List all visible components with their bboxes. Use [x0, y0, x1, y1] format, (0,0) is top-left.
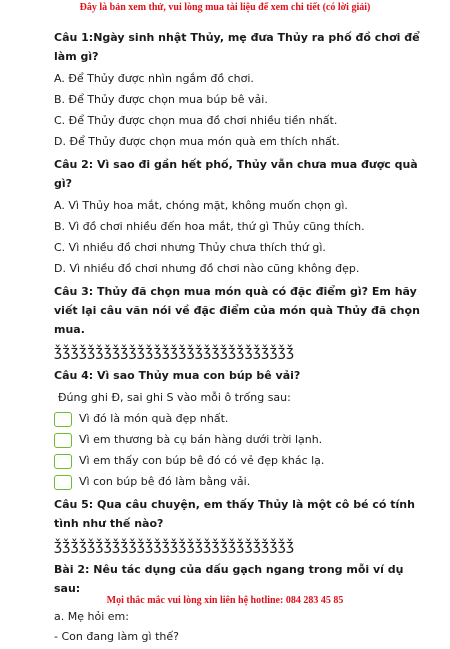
q4-item-text: Vì con búp bê đó làm bằng vải.	[79, 475, 251, 488]
answer-checkbox[interactable]	[54, 475, 72, 490]
exercise-2: Bài 2: Nêu tác dụng của dấu gạch ngang trong mỗi ví dụ sau:	[54, 563, 404, 595]
example-line: - Con đang làm gì thế?	[54, 630, 179, 643]
q1-option-a: A. Để Thủy được nhìn ngắm đồ chơi.	[54, 72, 254, 85]
q1-option-b: B. Để Thủy được chọn mua búp bê vải.	[54, 93, 268, 106]
question-3: Câu 3: Thủy đã chọn mua món quà có đặc điểm gì? Em hãy viết lại câu văn nói về đặc điểm của món quà Thủy đã chọn mua.	[54, 285, 420, 336]
q3-answer-line: ǯǯǯǯǯǯǯǯǯǯǯǯǯǯǯǯǯǯǯǯǯǯǯǯǯǯǯǯǯ	[54, 344, 295, 360]
q4-item	[54, 432, 424, 448]
answer-checkbox[interactable]	[54, 412, 72, 427]
question-4: Câu 4: Vì sao Thủy mua con búp bê vải?	[54, 369, 301, 382]
question-5: Câu 5: Qua câu chuyện, em thấy Thủy là một cô bé có tính tình như thế nào?	[54, 498, 415, 530]
q4-item-text: Vì đó là món quà đẹp nhất.	[79, 412, 229, 425]
question-1: Câu 1:Ngày sinh nhật Thủy, mẹ đưa Thủy ra phố đồ chơi để làm gì?	[54, 31, 420, 63]
q5-answer-line: ǯǯǯǯǯǯǯǯǯǯǯǯǯǯǯǯǯǯǯǯǯǯǯǯǯǯǯǯǯ	[54, 538, 295, 554]
preview-banner: Đây là bản xem thử, vui lòng mua tài liệu để xem chi tiết (có lời giải)	[79, 2, 371, 13]
question-2: Câu 2: Vì sao đi gần hết phố, Thủy vẫn chưa mua được quà gì?	[54, 158, 418, 190]
q4-item-text: Vì em thấy con búp bê đó có vẻ đẹp khác lạ.	[79, 454, 325, 467]
q4-instruction: Đúng ghi Đ, sai ghi S vào mỗi ô trống sau:	[58, 391, 291, 404]
answer-checkbox[interactable]	[54, 433, 72, 448]
example-line: a. Mẹ hỏi em:	[54, 610, 129, 623]
worksheet	[54, 24, 424, 649]
q4-item	[54, 474, 424, 490]
q4-item	[54, 411, 424, 427]
q1-option-d: D. Để Thủy được chọn mua món quà em thích nhất.	[54, 135, 340, 148]
q4-item-text: Vì em thương bà cụ bán hàng dưới trời lạnh.	[79, 433, 323, 446]
q2-option-a: A. Vì Thủy hoa mắt, chóng mặt, không muốn chọn gì.	[54, 199, 348, 212]
q2-option-d: D. Vì nhiều đồ chơi nhưng đồ chơi nào cũng không đẹp.	[54, 262, 360, 275]
q1-option-c: C. Để Thủy được chọn mua đồ chơi nhiều tiền nhất.	[54, 114, 338, 127]
q2-option-b: B. Vì đồ chơi nhiều đến hoa mắt, thứ gì Thủy cũng thích.	[54, 220, 365, 233]
q2-option-c: C. Vì nhiều đồ chơi nhưng Thủy chưa thích thứ gì.	[54, 241, 326, 254]
q4-item	[54, 453, 424, 469]
hotline-footer: Mọi thắc mắc vui lòng xin liên hệ hotline: 084 283 45 85	[106, 595, 344, 606]
answer-checkbox[interactable]	[54, 454, 72, 469]
